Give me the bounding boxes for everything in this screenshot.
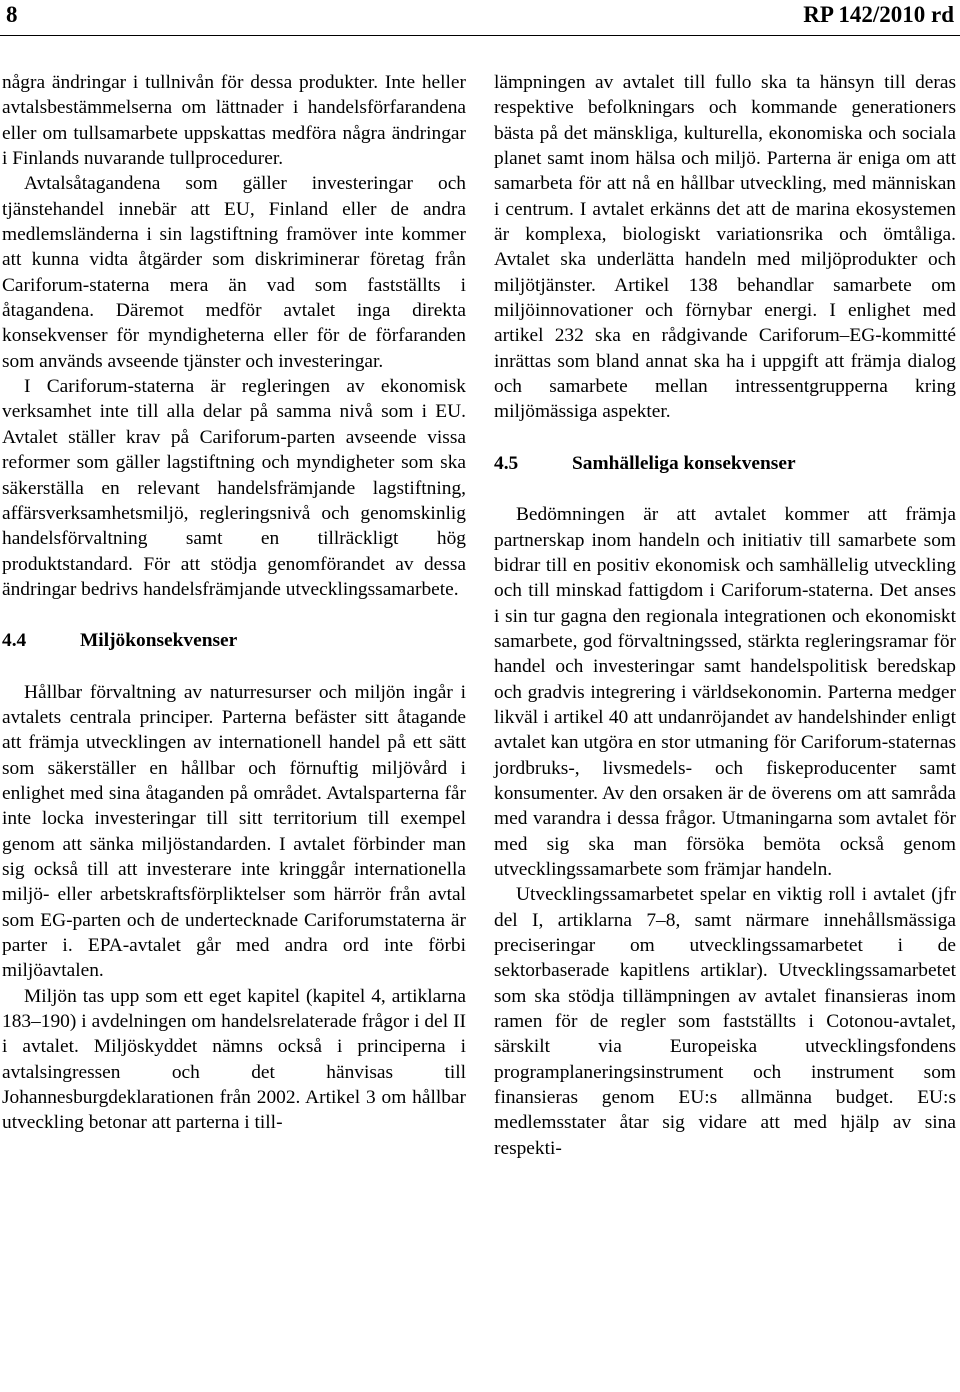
header-rule	[0, 35, 960, 36]
section-number: 4.4	[2, 630, 27, 652]
paragraph: några ändringar i tullnivån för dessa produkter. Inte heller avtalsbestämmelserna om lättnader i handelsförfarandena eller om tullsamarbete uppskattas medföra några ändringar i Finlands nuvarande tullprocedurer.	[2, 72, 466, 170]
paragraph: lämpningen av avtalet till fullo ska ta hänsyn till deras respektive befolkningars och kommande generationers bästa på det mänskliga, kulturella, ekonomiska och sociala planet samt inom hälsa och miljö. Parterna är eniga om att samarbeta för att nå en hållbar utveckling, med människan i centrum. I avtalet erkänns det att de marina ekosystemen är komplexa, biologiskt variationsrika och ömtåliga. Avtalet ska underlätta handeln med miljöprodukter och miljötjänster. Artikel 138 behandlar samarbete om miljöinnovationer och förnybar energi. I enlighet med artikel 232 ska en rådgivande Cariforum–EG-kommitté inrättas som bland annat ska ha i uppgift att främja dialog och samarbete mellan intressentgrupperna kring miljömässiga aspekter.	[494, 72, 956, 423]
paragraph: I Cariforum-staterna är regleringen av ekonomisk verksamhet inte till alla delar på samma nivå som i EU. Avtalet ställer krav på Cariforum-parten avseende vissa reformer som gäller lagstiftning och myndigheter som ska säkerställa en relevant handelsfrämjande lagstiftning, affärsverksamhetsmiljö, regleringsnivå och genomskinlig handelsförvaltning samt en tillräckligt hög produktstandard. För att stödja genomförandet av dessa ändringar bedrivs handelsfrämjande utvecklingssamarbete.	[2, 376, 466, 600]
section-heading	[2, 628, 466, 653]
left-column	[2, 70, 466, 1136]
paragraph: Hållbar förvaltning av naturresurser och miljön ingår i avtalets centrala principer. Parterna befäster sitt åtagande att främja utvecklingen av internationell handel på ett sätt som säkerställer en hållbar och förnuftig miljövård i enlighet med sina åtaganden på området. Avtalsparterna får inte locka investeringar till sitt territorium till exempel genom att sänka miljöstandarden. I avtalet förbinder man sig också till att investerare inte kringgår internationella miljö- eller arbetskraftsförpliktelser som härrör från avtal som EG-parten och de undertecknade Cariforumstaterna är parter i. EPA-avtalet går med andra ord inte förbi miljöavtalen.	[2, 681, 466, 982]
right-column	[494, 70, 956, 1161]
section-heading	[494, 451, 956, 476]
paragraph: Bedömningen är att avtalet kommer att främja partnerskap inom handeln och initiativ till samarbete som bidrar till en positiv ekonomisk och samhällelig utveckling och till minskad fattigdom i Cariforum-staterna. Det anses i sin tur gagna den regionala integrationen och ekonomiskt samarbete, god förvaltningssed, stärkta regleringsramar för handel och investeringar samt handelspolitisk beredskap och gradvis integrering i världsekonomin. Parterna medger likväl i artikel 40 att undanröjandet av handelshinder enligt avtalet kan utgöra en stor utmaning för Cariforum-staternas jordbruks-, livsmedels- och fiskeproducenter samt konsumenter. Av den orsaken är de överens om att samråda med varandra i dessa frågor. Utmaningarna som avtalet för med sig ska man försöka bemöta också genom utvecklingssamarbete som främjar handeln.	[494, 504, 956, 880]
paragraph: Utvecklingssamarbetet spelar en viktig roll i avtalet (jfr del I, artiklarna 7–8, samt närmare innehållsmässiga preciseringar om utvecklingssamarbetet i de sektorbaserade kapitlens artiklar). Utvecklingssamarbetet som ska stödja tillämpningen av avtalet finansieras inom ramen för de regler som fastställts i Cotonou-avtalet, särskilt via Europeiska utvecklingsfondens programplaneringsinstrument och instrument som finansieras genom EU:s allmänna budget. EU:s medlemsstater åtar sig vidare att med hjälp av sina respekti-	[494, 884, 956, 1159]
document-id: RP 142/2010 rd	[803, 2, 954, 27]
page-number: 8	[6, 2, 18, 27]
paragraph: Miljön tas upp som ett eget kapitel (kapitel 4, artiklarna 183–190) i avdelningen om handelsrelaterade frågor i del II i avtalet. Miljöskyddet nämns också i principerna i avtalsingressen och det hänvisas till Johannesburgdeklarationen från 2002. Artikel 3 om hållbar utveckling betonar att parterna i till-	[2, 985, 466, 1134]
paragraph: Avtalsåtagandena som gäller investeringar och tjänstehandel innebär att EU, Finland eller de andra medlemsländerna i sin lagstiftning framöver inte kommer att kunna vidta åtgärder som diskriminerar företag från Cariforum-staterna mera än vad som fastställts i åtagandena. Däremot medför avtalet inga direkta konsekvenser för myndigheterna eller för de förfaranden som används avseende tjänster och investeringar.	[2, 173, 466, 372]
page-header	[0, 0, 960, 44]
section-title: Samhälleliga konsekvenser	[572, 452, 796, 474]
section-number: 4.5	[494, 452, 519, 474]
section-title: Miljökonsekvenser	[80, 630, 238, 652]
